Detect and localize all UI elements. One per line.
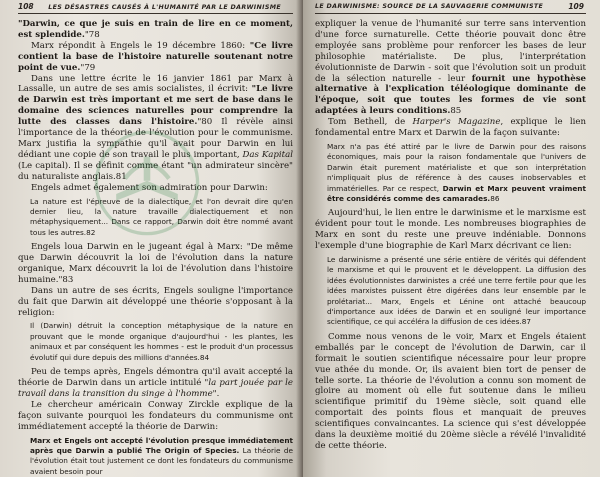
text-run: Dans un autre de ses écrits, Engels souligne l'importance du fait que Darwin ait développé une théorie s'opposant à la religion: [18, 285, 293, 318]
paragraph [18, 74, 293, 183]
text-run: (Le capital). Il se définit comme étant "un admirateur sincère" du naturaliste anglais.81 [18, 160, 293, 182]
text-run: Peu de temps après, Engels démontra qu'il avait accepté la théorie de Darwin dans un article intitulé [18, 367, 293, 388]
right-page [303, 0, 600, 477]
paragraph [18, 367, 293, 400]
paragraph [18, 242, 293, 286]
text-run: Dans une lettre écrite le 16 janvier 1861 par Marx à Lassalle, un autre de ses amis socialistes, il écrivit: [18, 73, 293, 95]
text-run: Comme nous venons de le voir, Marx et Engels étaient emballés par le concept de l'évolution de Darwin, car il formait le soutien scientifique nécessaire pour leur propre vue athée du monde. Or, ils avaient bien tort de penser de telle sorte. La théorie de l'évolution a connu son moment de gloire au moment où elle fut soutenue dans le milieu scientifique primitif du 19ème siècle, soit quand elle comportait des points flous et manquait de preuves scientifiques convaincantes. La science qui s'est développée dans la deuxième moitié du 20ème siècle a révélé l'invalidité de cette théorie. [315, 331, 586, 451]
text-run: Engels loua Darwin en le jugeant égal à Marx: "De même que Darwin découvrit la loi de l'évolution dans la nature organique, Marx découvrit la loi de l'évolution dans l'histoire humaine."83 [18, 242, 293, 285]
bold-text: "Ce livre contient la base de l'histoire naturelle soutenant notre point de vue. [18, 40, 293, 73]
text-run: expliquer la venue de l'humanité sur terre sans intervention d'une force surnaturelle. Cette théorie pouvait donc être employée sans problème pour renforcer les bases de leur philosophie matérialiste. De plus, l'interprétation évolutionniste de Darwin - soit que l'évolution soit un produit de la sélection naturelle - leur [315, 19, 586, 84]
text-run: Il (Darwin) détruit la conception métaphysique de la nature en prouvant que le monde organique d'aujourd'hui - les plantes, les animaux et par conséquent les hommes - est le produit d'un processus évolutif qui dure depuis des millions d'années.84 [30, 321, 293, 362]
paragraph [18, 286, 293, 319]
bold-text: Darwin et Marx peuvent vraiment être considérés comme des camarades. [327, 183, 586, 203]
paragraph [315, 117, 586, 139]
block-quote [327, 255, 586, 328]
left-header-title: LES DÉSASTRES CAUSÉS À L'HUMANITÉ PAR LE DARWINISME [48, 4, 281, 11]
italic-text: Harper's Magazine [412, 117, 501, 128]
text-run: "80 Il révèle ainsi l'importance de la théorie de l'évolution pour le communisme. Marx justifia la sympathie qu'il avait pour Darwin en lui dédiant une copie de son travail le plus important, [18, 117, 293, 160]
text-run: La théorie de l'évolution était tout justement ce dont les fondateurs du communisme avaient besoin pour [30, 445, 293, 476]
text-run: Marx n'a pas été attiré par le livre de Darwin pour des raisons économiques, mais pour la raison fondamentale que l'univers de Darwin était purement matérialiste et que son interprétation n'impliquait plus de référence à des causes inobservables et immatérielles. Par ce respect, [327, 141, 586, 193]
paragraph [315, 332, 586, 452]
right-running-header [315, 0, 586, 14]
paragraph [315, 208, 586, 252]
right-page-number: 109 [568, 2, 584, 11]
paragraph [18, 400, 293, 433]
bold-text: fournit une hypothèse alternative à l'explication téléologique dominante de l'époque, soit que toutes les formes de vie sont adaptées à leurs conditions. [315, 73, 586, 117]
text-run: "78 [84, 29, 100, 40]
block-quote [30, 197, 293, 239]
text-run: La nature est l'épreuve de la dialectique, et l'on devrait dire qu'en dernier lieu, la nature travaille dialectiquement et non métaphysiquement... Dans ce rapport, Darwin doit être nommé avant tous les autres.82 [30, 196, 293, 237]
paragraph [18, 19, 293, 41]
paragraph [315, 19, 586, 117]
left-page-body [18, 19, 293, 477]
text-run: , explique le lien fondamental entre Marx et Darwin de la façon suivante: [315, 117, 587, 139]
paragraph [18, 183, 293, 194]
block-quote [327, 142, 586, 204]
italic-text: Das Kapital [242, 149, 293, 160]
block-quote [30, 436, 293, 477]
text-run: . [216, 388, 220, 399]
left-page-number: 108 [18, 2, 34, 11]
left-running-header [18, 0, 293, 14]
right-page-body [315, 19, 586, 452]
text-run: Le chercheur américain Conway Zirckle explique de la façon suivante pourquoi les fondateurs du communisme ont immédiatement accepté la théorie de Darwin: [18, 399, 293, 432]
text-run: Le darwinisme a présenté une série entière de vérités qui défendent le marxisme et qui le prouvent et le développent. La diffusion des idées évolutionnistes darwinistes a créé une terre fertile pour que les idées marxistes puissent être digérées dans leur ensemble par le prolétariat... Marx, Engels et Lénine ont attaché beaucoup d'importance aux idées de Darwin et en souligné leur importance scientifique, ce qui accéléra la diffusion de ces idées.87 [327, 255, 586, 327]
text-run: 85 [450, 106, 462, 117]
bold-text: "Le livre de Darwin est très important et me sert de base dans le domaine des sciences naturelles pour comprendre la lutte des classes dans l'histoire. [18, 84, 293, 128]
text-run: Aujourd'hui, le lien entre le darwinisme et le marxisme est évident pour tout le monde. Les nombreuses biographies de Marx en sont du reste une preuve indéniable. Donnons l'exemple d'une biographie de Karl Marx décrivant ce lien: [315, 208, 586, 252]
italic-text: "la part jouée par le travail dans la transition du singe à l'homme" [18, 378, 294, 399]
right-header-title: LE DARWINISME: SOURCE DE LA SAUVAGERIE COMMUNISTE [315, 3, 544, 10]
block-quote [30, 321, 293, 363]
paragraph [18, 41, 293, 74]
text-run: Engels admet également son admiration pour Darwin: [31, 182, 268, 193]
bold-text: Marx et Engels ont accepté l'évolution presque immédiatement après que Darwin a publié The Origin of Species. [30, 435, 293, 455]
text-run: 86 [490, 194, 500, 203]
text-run: Tom Bethell, de [328, 117, 413, 128]
text-run: "79 [80, 62, 96, 73]
bold-text: "Darwin, ce que je suis en train de lire en ce moment, est splendide. [18, 19, 293, 40]
text-run: Marx répondit à Engels le 19 décembre 1860: [31, 40, 250, 51]
